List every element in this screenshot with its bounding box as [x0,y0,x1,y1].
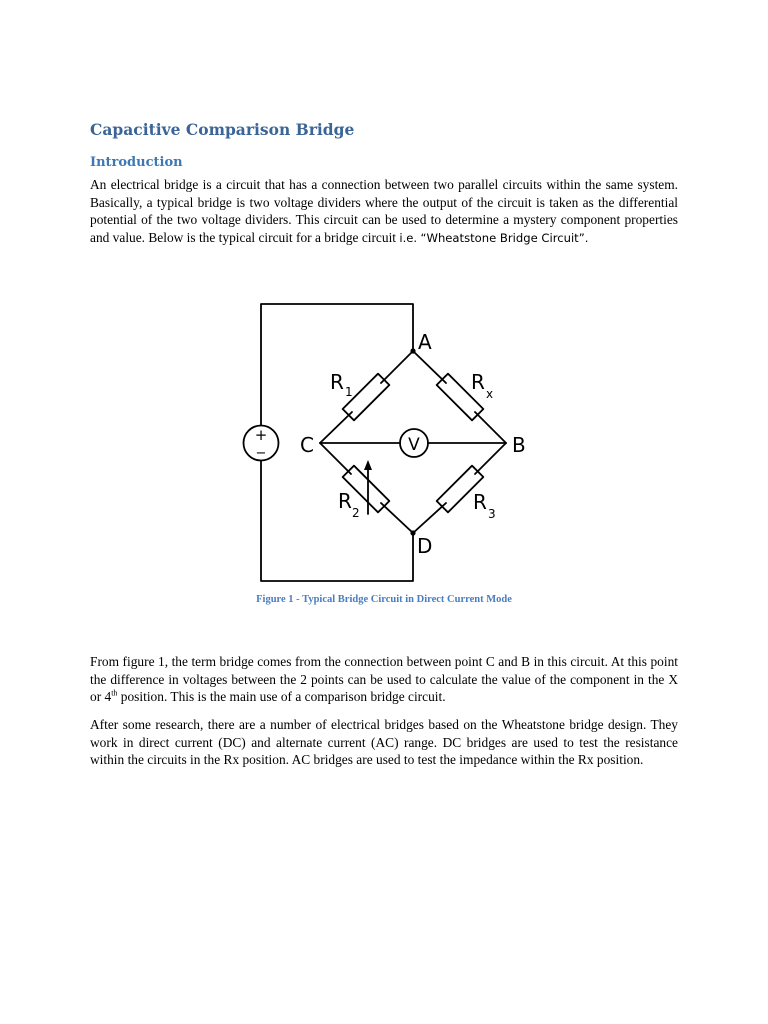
paragraph-2 [90,653,678,706]
label-r1: R [330,370,344,394]
intro-text: An electrical bridge is a circuit that has a connection between two parallel circuits within the same system. Basically, a typical bridge is two voltage dividers where the output of the circuit is taken as the differential potential of the two voltage dividers. This circuit can be used to determine a mystery component properties and value. Below is the typical circuit for a bridge circuit [90,177,678,245]
wire-a-rx [413,351,446,383]
paragraph-2-end: position. This is the main use of a comparison bridge circuit. [117,689,446,705]
paragraph-2-start: From figure 1, the term bridge comes from the connection between point C and B in this circuit. At this point the difference in voltages between the 2 points can be used to calculate the value of the component in the X or 4 [90,654,678,705]
node-dot-d [410,530,415,535]
label-rx: R [471,370,485,394]
label-r3-sub: 3 [488,507,496,521]
wire-c-r2 [320,443,351,474]
wire-b-r3 [475,443,506,474]
outer-wire-bottom [261,461,413,581]
document-title: Capacitive Comparison Bridge [90,120,355,139]
paragraph-3: After some research, there are a number of electrical bridges based on the Wheatstone bridge design. They work in direct current (DC) and alternate current (AC) range. DC bridges are used to test the resistance within the circuits in the Rx position. AC bridges are used to test the impedance within the Rx position. [90,717,678,768]
node-label-a: A [418,330,432,354]
paragraph-2-superscript: th [111,688,118,698]
variable-arrow-head [364,460,372,470]
source-plus-sign: + [254,426,268,444]
label-rx-sub: x [486,387,494,401]
source-minus-sign: − [255,446,267,461]
node-label-d: D [417,534,433,558]
wire-r3-d [413,503,446,533]
wire-r1-c [320,412,352,443]
label-r2-sub: 2 [352,506,360,520]
label-r3: R [473,490,487,514]
node-label-b: B [512,433,526,457]
wire-r2-d [381,503,413,533]
node-dot-a [410,348,415,353]
intro-paragraph [90,176,678,247]
intro-quote: “Wheatstone Bridge Circuit”. [420,230,589,245]
node-label-c: C [300,433,314,457]
figure-caption: Figure 1 - Typical Bridge Circuit in Direct Current Mode [256,594,512,605]
outer-wire [261,304,413,425]
wire-a-r1 [381,351,413,383]
voltmeter-label: V [408,435,420,455]
label-r2: R [338,489,352,513]
section-heading-introduction: Introduction [90,155,183,170]
intro-abbrev: i.e. [399,230,418,245]
label-r1-sub: 1 [345,385,353,399]
wire-rx-b [475,412,506,443]
